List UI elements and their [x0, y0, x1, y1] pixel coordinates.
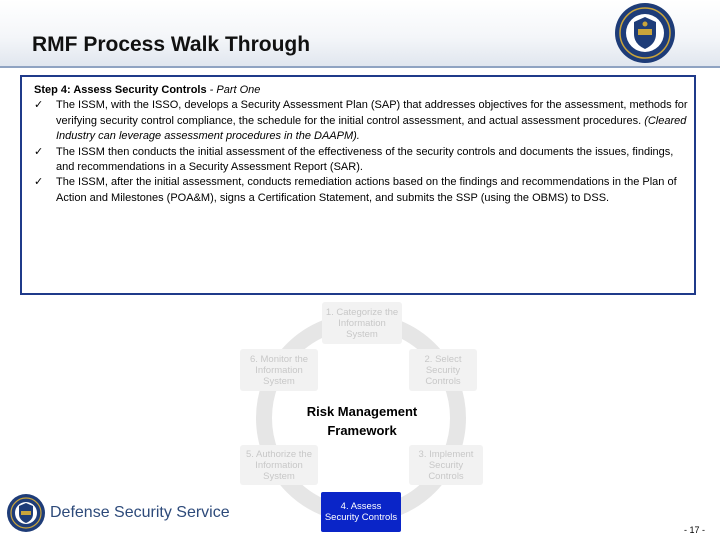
- rmf-step-monitor: 6. Monitor the Information System: [240, 349, 318, 391]
- rmf-step-implement: 3. Implement Security Controls: [409, 445, 483, 485]
- dss-logo-icon: [6, 493, 46, 533]
- rmf-center-title: Risk Management Framework: [306, 404, 418, 438]
- checkmark-icon: ✓: [34, 145, 44, 158]
- checkmark-icon: ✓: [34, 176, 44, 189]
- bullet-text: The ISSM then conducts the initial assessment of the effectiveness of the security controls and documents the issues, findings, and recommendations in a Security Assessment Report (SAR).: [56, 145, 674, 174]
- rmf-step-assess: 4. Assess Security Controls: [321, 492, 401, 532]
- rmf-step-categorize: 1. Categorize the Information System: [322, 302, 402, 344]
- bullet-text: The ISSM, with the ISSO, develops a Security Assessment Plan (SAP) that addresses objectives for the assessment, methods for verifying security control compliance, the schedule for the initial control assessment, and actual assessment procedures.: [56, 99, 688, 127]
- page-number: - 17 -: [684, 525, 706, 535]
- checkmark-icon: ✓: [34, 99, 44, 112]
- bullet-text: The ISSM, after the initial assessment, conducts remediation actions based on the findings and recommendations in the Plan of Action and Milestones (POA&M), signs a Certification Statement, and submits the SSP (using the OBMS) to DSS.: [56, 176, 677, 204]
- rmf-step-select: 2. Select Security Controls: [409, 349, 477, 391]
- page-title: RMF Process Walk Through: [32, 33, 311, 56]
- rmf-step-authorize: 5. Authorize the Information System: [240, 445, 318, 485]
- org-name: Defense Security Service: [50, 504, 230, 521]
- step-title: Step 4: Assess Security Controls: [34, 84, 207, 96]
- step-subtitle: - Part One: [209, 84, 261, 96]
- bullet-note: (Cleared Industry can leverage assessment procedures in the DAAPM).: [56, 114, 687, 143]
